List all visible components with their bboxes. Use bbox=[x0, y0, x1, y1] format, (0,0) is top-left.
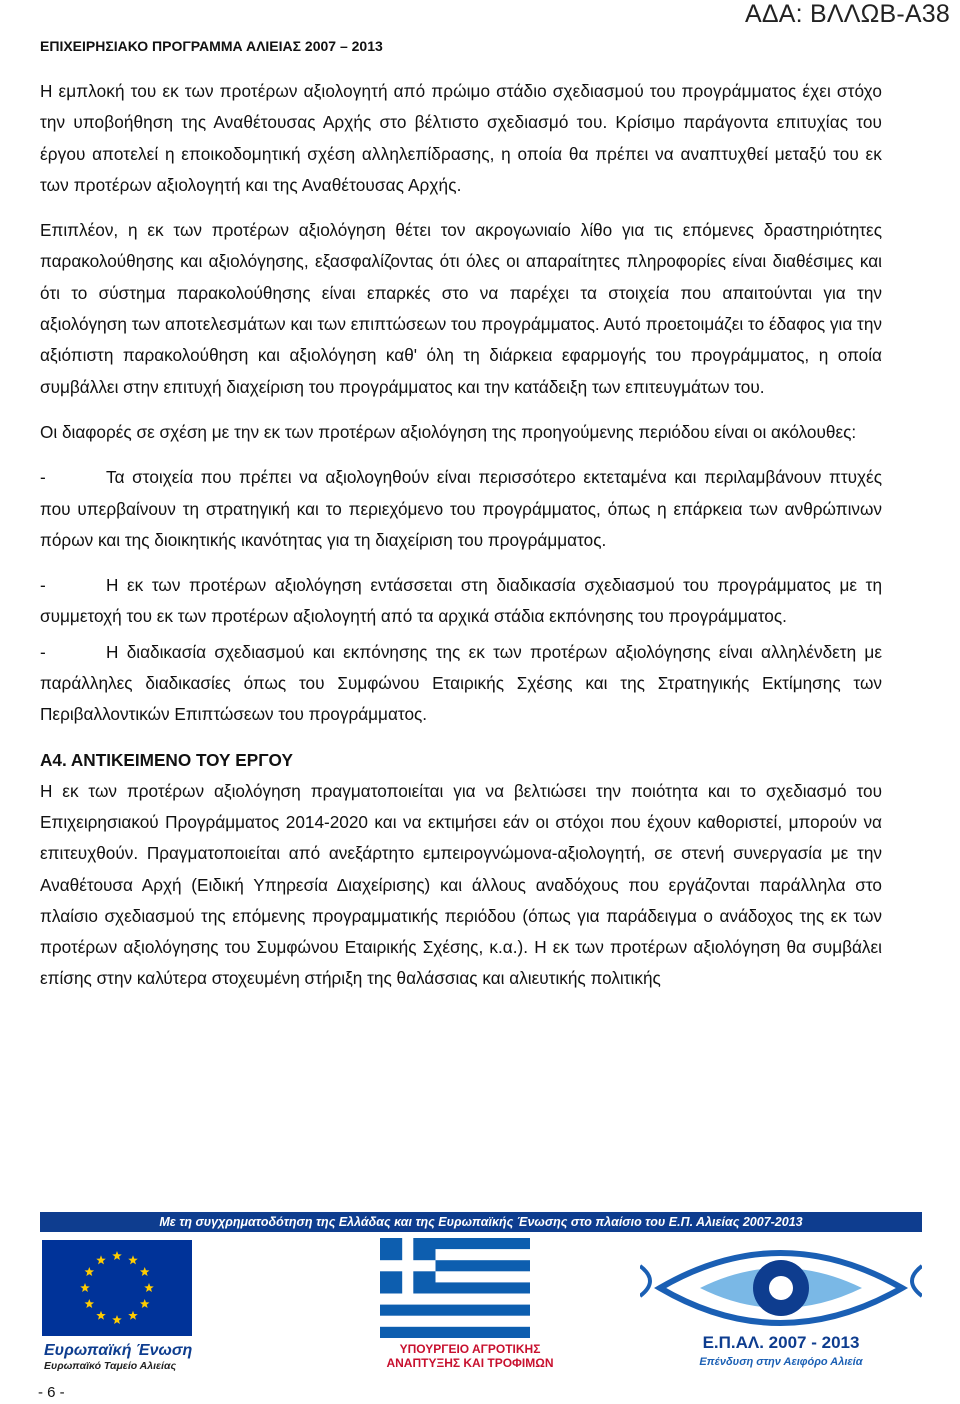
ministry-name-line2: ΑΝΑΠΤΥΞΗΣ ΚΑΙ ΤΡΟΦΙΜΩΝ bbox=[386, 1356, 554, 1370]
paragraph-3: Οι διαφορές σε σχέση με την εκ των προτέρων αξιολόγηση της προηγούμενης περιόδου είναι οι ακόλουθες: bbox=[40, 421, 857, 442]
page-number: - 6 - bbox=[38, 1384, 65, 1401]
eu-fund-name: Ευρωπαϊκό Ταμείο Αλιείας bbox=[44, 1360, 177, 1372]
ada-code: ΑΔΑ: ΒΛΛΩΒ-Α38 bbox=[745, 0, 950, 28]
eye-fish-icon bbox=[640, 1253, 922, 1323]
eu-flag-logo bbox=[40, 1236, 235, 1372]
ministry-name-line1: ΥΠΟΥΡΓΕΙΟ ΑΓΡΟΤΙΚΗΣ bbox=[399, 1342, 541, 1356]
bullet-dash: - bbox=[40, 575, 46, 596]
bullet-text-1: Τα στοιχεία που πρέπει να αξιολογηθούν είναι περισσότερο εκτεταμένα και περιλαμβάνουν πτυχές που υπερβαίνουν τη στρατηγική και το περιεχόμενο του προγράμματος, όπως η επάρκεια των ανθρώπινων πόρων και της διοικητικής ικανότητας για τη διαχείριση του προγράμματος. bbox=[40, 467, 882, 550]
document-header: ΕΠΙΧΕΙΡΗΣΙΑΚΟ ΠΡΟΓΡΑΜΜΑ ΑΛΙΕΙΑΣ 2007 – 2013 bbox=[40, 38, 383, 54]
cofunding-banner: Με τη συγχρηματοδότηση της Ελλάδας και της Ευρωπαϊκής Ένωσης στο πλαίσιο του Ε.Π. Αλιείας 2007-2013 bbox=[40, 1212, 922, 1232]
eu-name: Ευρωπαϊκή Ένωση bbox=[44, 1342, 193, 1359]
bullet-dash: - bbox=[40, 467, 46, 488]
bullet-item-2 bbox=[40, 570, 882, 633]
section-heading: Α4. ΑΝΤΙΚΕΙΜΕΝΟ ΤΟΥ ΕΡΓΟΥ bbox=[40, 749, 293, 770]
epal-slogan: Επένδυση στην Αειφόρο Αλιεία bbox=[699, 1356, 863, 1368]
bullet-dash: - bbox=[40, 641, 46, 662]
paragraph-1: Η εμπλοκή του εκ των προτέρων αξιολογητή από πρώιμο στάδιο σχεδιασμού του προγράμματος έχει στόχο την υποβοήθηση της Αναθέτουσας Αρχής στο βέλτιστο σχεδιασμό του. Κρίσιμο παράγοντα επιτυχίας του έργου αποτελεί η εποικοδομητική σχέση αλληλεπίδρασης, η οποία θα πρέπει να αναπτυχθεί μεταξύ του εκ των προτέρων αξιολογητή και της Αναθέτουσας Αρχής. bbox=[40, 81, 882, 195]
epal-logo bbox=[640, 1236, 922, 1372]
greek-flag-icon bbox=[380, 1238, 530, 1338]
paragraph-2: Επιπλέον, η εκ των προτέρων αξιολόγηση θέτει τον ακρογωνιαίο λίθο για τις επόμενες δραστηριότητες παρακολούθησης και αξιολόγησης, εξασφαλίζοντας ότι όλες οι απαραίτητες πληροφορίες είναι διαθέσιμες και ότι το σύστημα παρακολούθησης είναι επαρκές στο να παρέχει τα στοιχεία που απαιτούνται για την αξιολόγηση των αποτελεσμάτων και των επιπτώσεων του προγράμματος. Αυτό προετοιμάζει το έδαφος για την αξιόπιστη παρακολούθηση και αξιολόγηση καθ' όλη τη διάρκεια εφαρμογής του προγράμματος, η οποία συμβάλλει στην επιτυχή διαχείριση του προγράμματος και την κατάδειξη των επιτευγμάτων του. bbox=[40, 220, 882, 397]
bullet-text-2: Η εκ των προτέρων αξιολόγηση εντάσσεται στη διαδικασία σχεδιασμού του προγράμματος με τη συμμετοχή του εκ των προτέρων αξιολογητή από τα αρχικά στάδια εκπόνησης του προγράμματος. bbox=[40, 575, 882, 627]
greek-ministry-logo bbox=[345, 1236, 595, 1372]
bullet-text-3: Η διαδικασία σχεδιασμού και εκπόνησης της εκ των προτέρων αξιολόγησης είναι αλληλένδετη με παράλληλες διαδικασίες όπως του Συμφώνου Εταιρικής Σχέσης και της Στρατηγικής Εκτίμησης των Περιβαλλοντικών Επιπτώσεων του προγράμματος. bbox=[40, 641, 882, 725]
document-body bbox=[40, 76, 882, 995]
bullet-item-3 bbox=[40, 637, 882, 731]
epal-title: Ε.Π.ΑΛ. 2007 - 2013 bbox=[702, 1333, 860, 1352]
footer-logos bbox=[40, 1236, 922, 1376]
paragraph-4: Η εκ των προτέρων αξιολόγηση πραγματοποιείται για να βελτιώσει την ποιότητα και το σχεδιασμό του Επιχειρησιακού Προγράμματος 2014-2020 και να εκτιμήσει εάν οι στόχοι που έχουν καθοριστεί, μπορούν να επιτευχθούν. Πραγματοποιείται από ανεξάρτητο εμπειρογνώμονα-αξιολογητή, σε στενή συνεργασία με την Αναθέτουσα Αρχή (Ειδική Υπηρεσία Διαχείρισης) και άλλους αναδόχους που εργάζονται παράλληλα στο πλαίσιο σχεδιασμού της επόμενης προγραμματικής περιόδου (όπως για παράδειγμα ο ανάδοχος της εκ των προτέρων αξιολόγησης του Συμφώνου Εταιρικής Σχέσης, κ.α.). Η εκ των προτέρων αξιολόγηση θα συμβάλει επίσης στην καλύτερα στοχευμένη στήριξη της θαλάσσιας και αλιευτικής πολιτικής bbox=[40, 780, 882, 989]
bullet-item-1 bbox=[40, 462, 882, 556]
